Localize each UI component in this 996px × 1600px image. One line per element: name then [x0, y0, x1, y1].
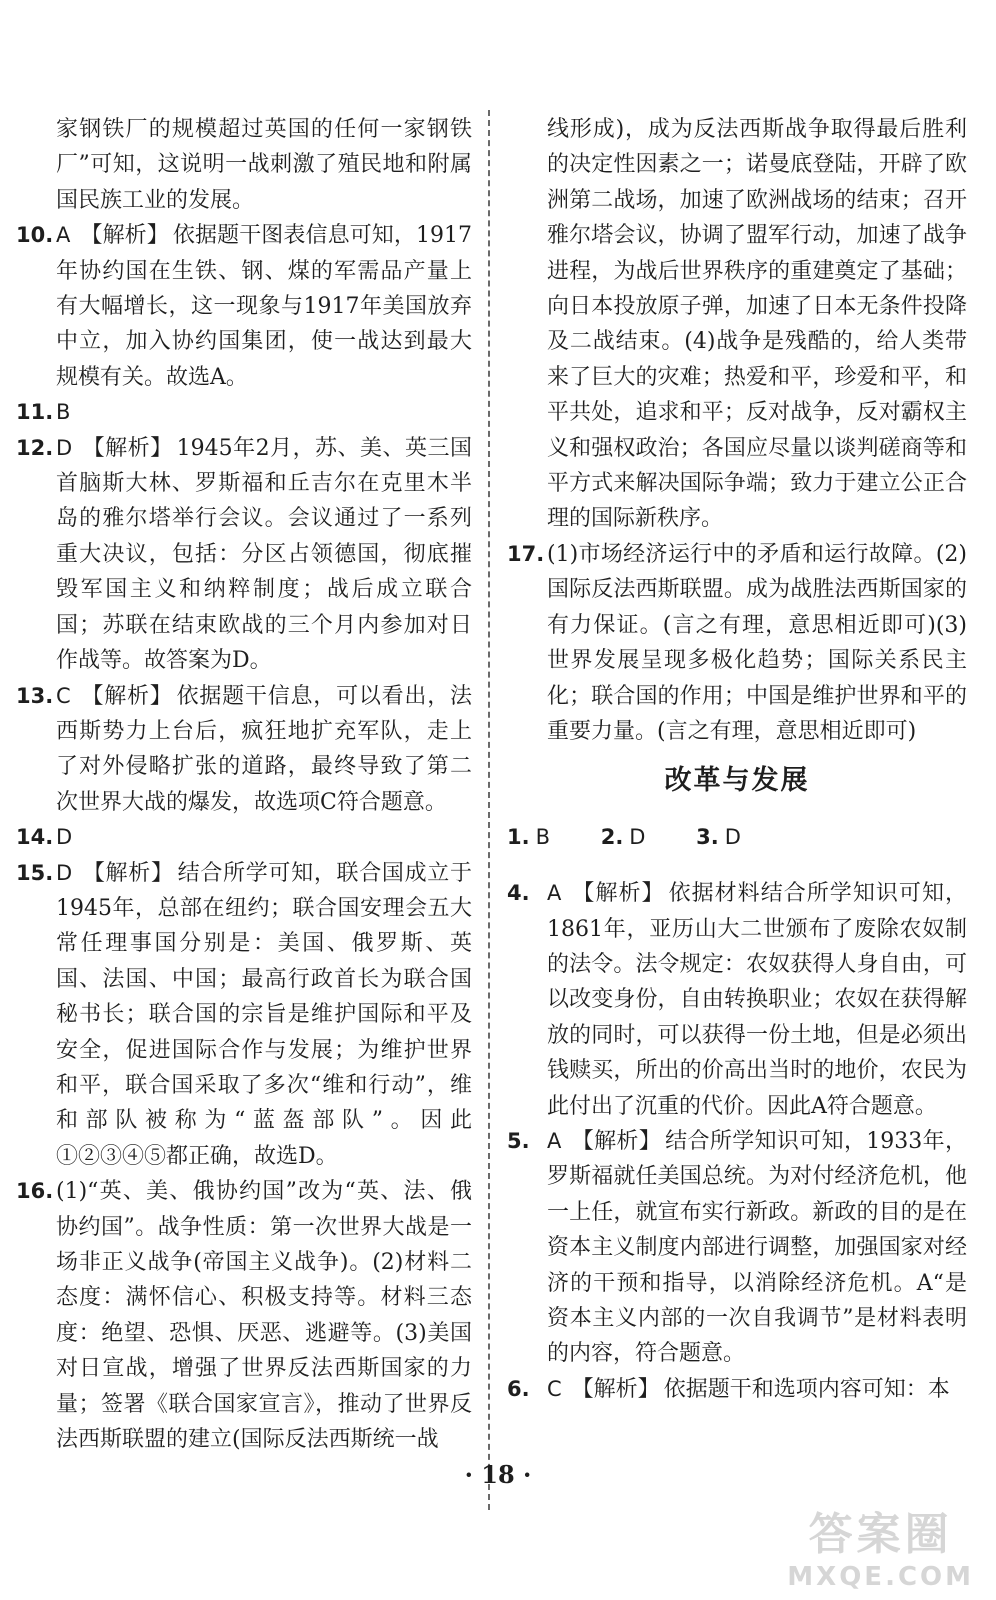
item-number: 14. [16, 825, 54, 850]
answer-item-11 [16, 395, 472, 430]
continuation-text: 线形成)，成为反法西斯战争取得最后胜利的决定性因素之一；诺曼底登陆，开辟了欧洲第二战场，加速了欧洲战场的结束；召开雅尔塔会议，协调了盟军行动，加速了战争进程，为战后世界秩序的重建奠定了基础；向日本投放原子弹，加速了日本无条件投降及二战结束。(4)战争是残酷的，给人类带来了巨大的灾难；热爱和平，珍爱和平，和平共处，追求和平；反对战争，反对霸权主义和强权政治；各国应尽量以谈判磋商等和平方式来解决国际争端；致力于建立公正合理的国际新秩序。 [547, 117, 967, 532]
answer-letter: C [547, 1376, 562, 1401]
item-number: 6. [507, 1376, 530, 1401]
answer-letter: D [56, 435, 73, 460]
mc-answer [696, 825, 763, 849]
answer-item-10 [16, 218, 472, 395]
answer-letter: C [56, 683, 71, 708]
multiple-choice-row [507, 820, 967, 855]
item-number: 2. [600, 824, 624, 849]
analysis-text: 结合所学可知，联合国成立于1945年，总部在纽约；联合国安理会五大常任理事国分别是：美国、俄罗斯、英国、法国、中国；最高行政首长为联合国秘书长；联合国的宗旨是维护国际和平及安全，促进国际合作与发展；为维护世界和平，联合国采取了多次“维和行动”，维和部队被称为“蓝盔部队”。因此①②③④⑤都正确，故选D。 [56, 860, 472, 1169]
item-number: 12. [16, 435, 54, 460]
mc-answer [507, 825, 572, 849]
right-column [507, 112, 967, 1407]
analysis-text: 1945年2月，苏、美、英三国首脑斯大林、罗斯福和丘吉尔在克里木半岛的雅尔塔举行会议。会议通过了一系列重大决议，包括：分区占领德国，彻底摧毁军国主义和纳粹制度；战后成立联合国；苏联在结束欧战的三个月内参加对日作战等。故答案为D。 [56, 435, 472, 674]
mc-answer [601, 825, 668, 849]
answer-item-4 [507, 876, 967, 1124]
answer-item-13 [16, 679, 472, 821]
item-number: 4. [507, 881, 530, 906]
column-divider [488, 110, 490, 1510]
analysis-tag: 【解析】 [571, 1128, 662, 1154]
item-number: 10. [16, 223, 54, 248]
item-number: 11. [16, 400, 54, 425]
answer-letter: A [56, 223, 71, 248]
analysis-text: 结合所学知识可知，1933年，罗斯福就任美国总统。为对付经济危机，他一上任，就宣布实行新政。新政的目的是在资本主义制度内部进行调整，加强国家对经济的干预和指导，以消除经济危机。A“是资本主义内部的一次自我调节”是材料表明的内容，符合题意。 [547, 1128, 967, 1367]
item-number: 13. [16, 683, 54, 708]
item-number: 3. [696, 824, 719, 849]
answer-item-12 [16, 431, 472, 679]
analysis-text: 依据题干和选项内容可知：本 [663, 1376, 950, 1402]
page-number: · 18 · [464, 1460, 532, 1489]
answer-letter: D [56, 860, 73, 885]
answer-item-5 [507, 1124, 967, 1372]
item-number: 1. [507, 824, 530, 849]
section-title: 改革与发展 [664, 765, 810, 797]
answer-item-17 [507, 537, 967, 749]
analysis-tag: 【解析】 [571, 1376, 660, 1402]
analysis-tag: 【解析】 [82, 435, 173, 461]
analysis-text: 依据题干图表信息可知，1917年协约国在生铁、钢、煤的军需品产量上有大幅增长，这一现象与1917年美国放弃中立，加入协约国集团，使一战达到最大规模有关。故选A。 [56, 223, 472, 390]
answer-letter: B [56, 400, 71, 425]
analysis-text: 依据题干信息，可以看出，法西斯势力上台后，疯狂地扩充军队，走上了对外侵略扩张的道路，最终导致了第二次世界大战的爆发，故选项C符合题意。 [56, 683, 472, 815]
analysis-tag: 【解析】 [82, 860, 174, 886]
answer-letter: D [724, 824, 741, 849]
item-number: 15. [16, 860, 54, 885]
answer-letter: B [535, 824, 551, 849]
item-number: 16. [16, 1179, 54, 1204]
answer-letter: A [547, 881, 562, 906]
continuation-text: 家钢铁厂的规模超过英国的任何一家钢铁厂”可知，这说明一战刺激了殖民地和附属国民族工业的发展。 [56, 117, 472, 213]
analysis-text: (1)市场经济运行中的矛盾和运行故障。(2)国际反法西斯联盟。成为战胜法西斯国家的有力保证。(言之有理，意思相近即可)(3)世界发展呈现多极化趋势；国际关系民主化；联合国的作用；中国是维护世界和平的重要力量。(言之有理，意思相近即可) [547, 541, 967, 744]
watermark-logo [787, 1498, 974, 1592]
analysis-text: (1)“英、美、俄协约国”改为“英、法、俄协约国”。战争性质：第一次世界大战是一场非正义战争(帝国主义战争)。(2)材料二态度：满怀信心、积极支持等。材料三态度：绝望、恐惧、厌恶、逃避等。(3)美国对日宣战，增强了世界反法西斯国家的力量；签署《联合国家宣言》，推动了世界反法西斯联盟的建立(国际反法西斯统一战 [56, 1179, 472, 1453]
answer-letter: D [56, 825, 73, 850]
analysis-tag: 【解析】 [571, 881, 665, 907]
analysis-tag: 【解析】 [80, 223, 169, 249]
answer-letter: A [547, 1128, 562, 1153]
answer-item-16 [16, 1174, 472, 1457]
answer-item-14 [16, 820, 472, 855]
answer-letter: D [629, 824, 646, 849]
analysis-text: 依据材料结合所学知识可知，1861年，亚历山大二世颁布了废除农奴制的法令。法令规定：农奴获得人身自由，可以改变身份，自由转换职业；农奴在获得解放的同时，可以获得一份土地，但是必须出钱赎买，所出的价高出当时的地价，农民为此付出了沉重的代价。因此A符合题意。 [547, 881, 967, 1119]
watermark-text: 答案圈 [808, 1509, 953, 1560]
watermark-url: MXQE.COM [787, 1562, 974, 1592]
item-number: 5. [507, 1128, 530, 1153]
left-column [16, 112, 472, 1457]
analysis-tag: 【解析】 [80, 683, 173, 709]
answer-item-6 [507, 1372, 967, 1407]
answer-item-15 [16, 856, 472, 1175]
item-number: 17. [507, 541, 545, 566]
